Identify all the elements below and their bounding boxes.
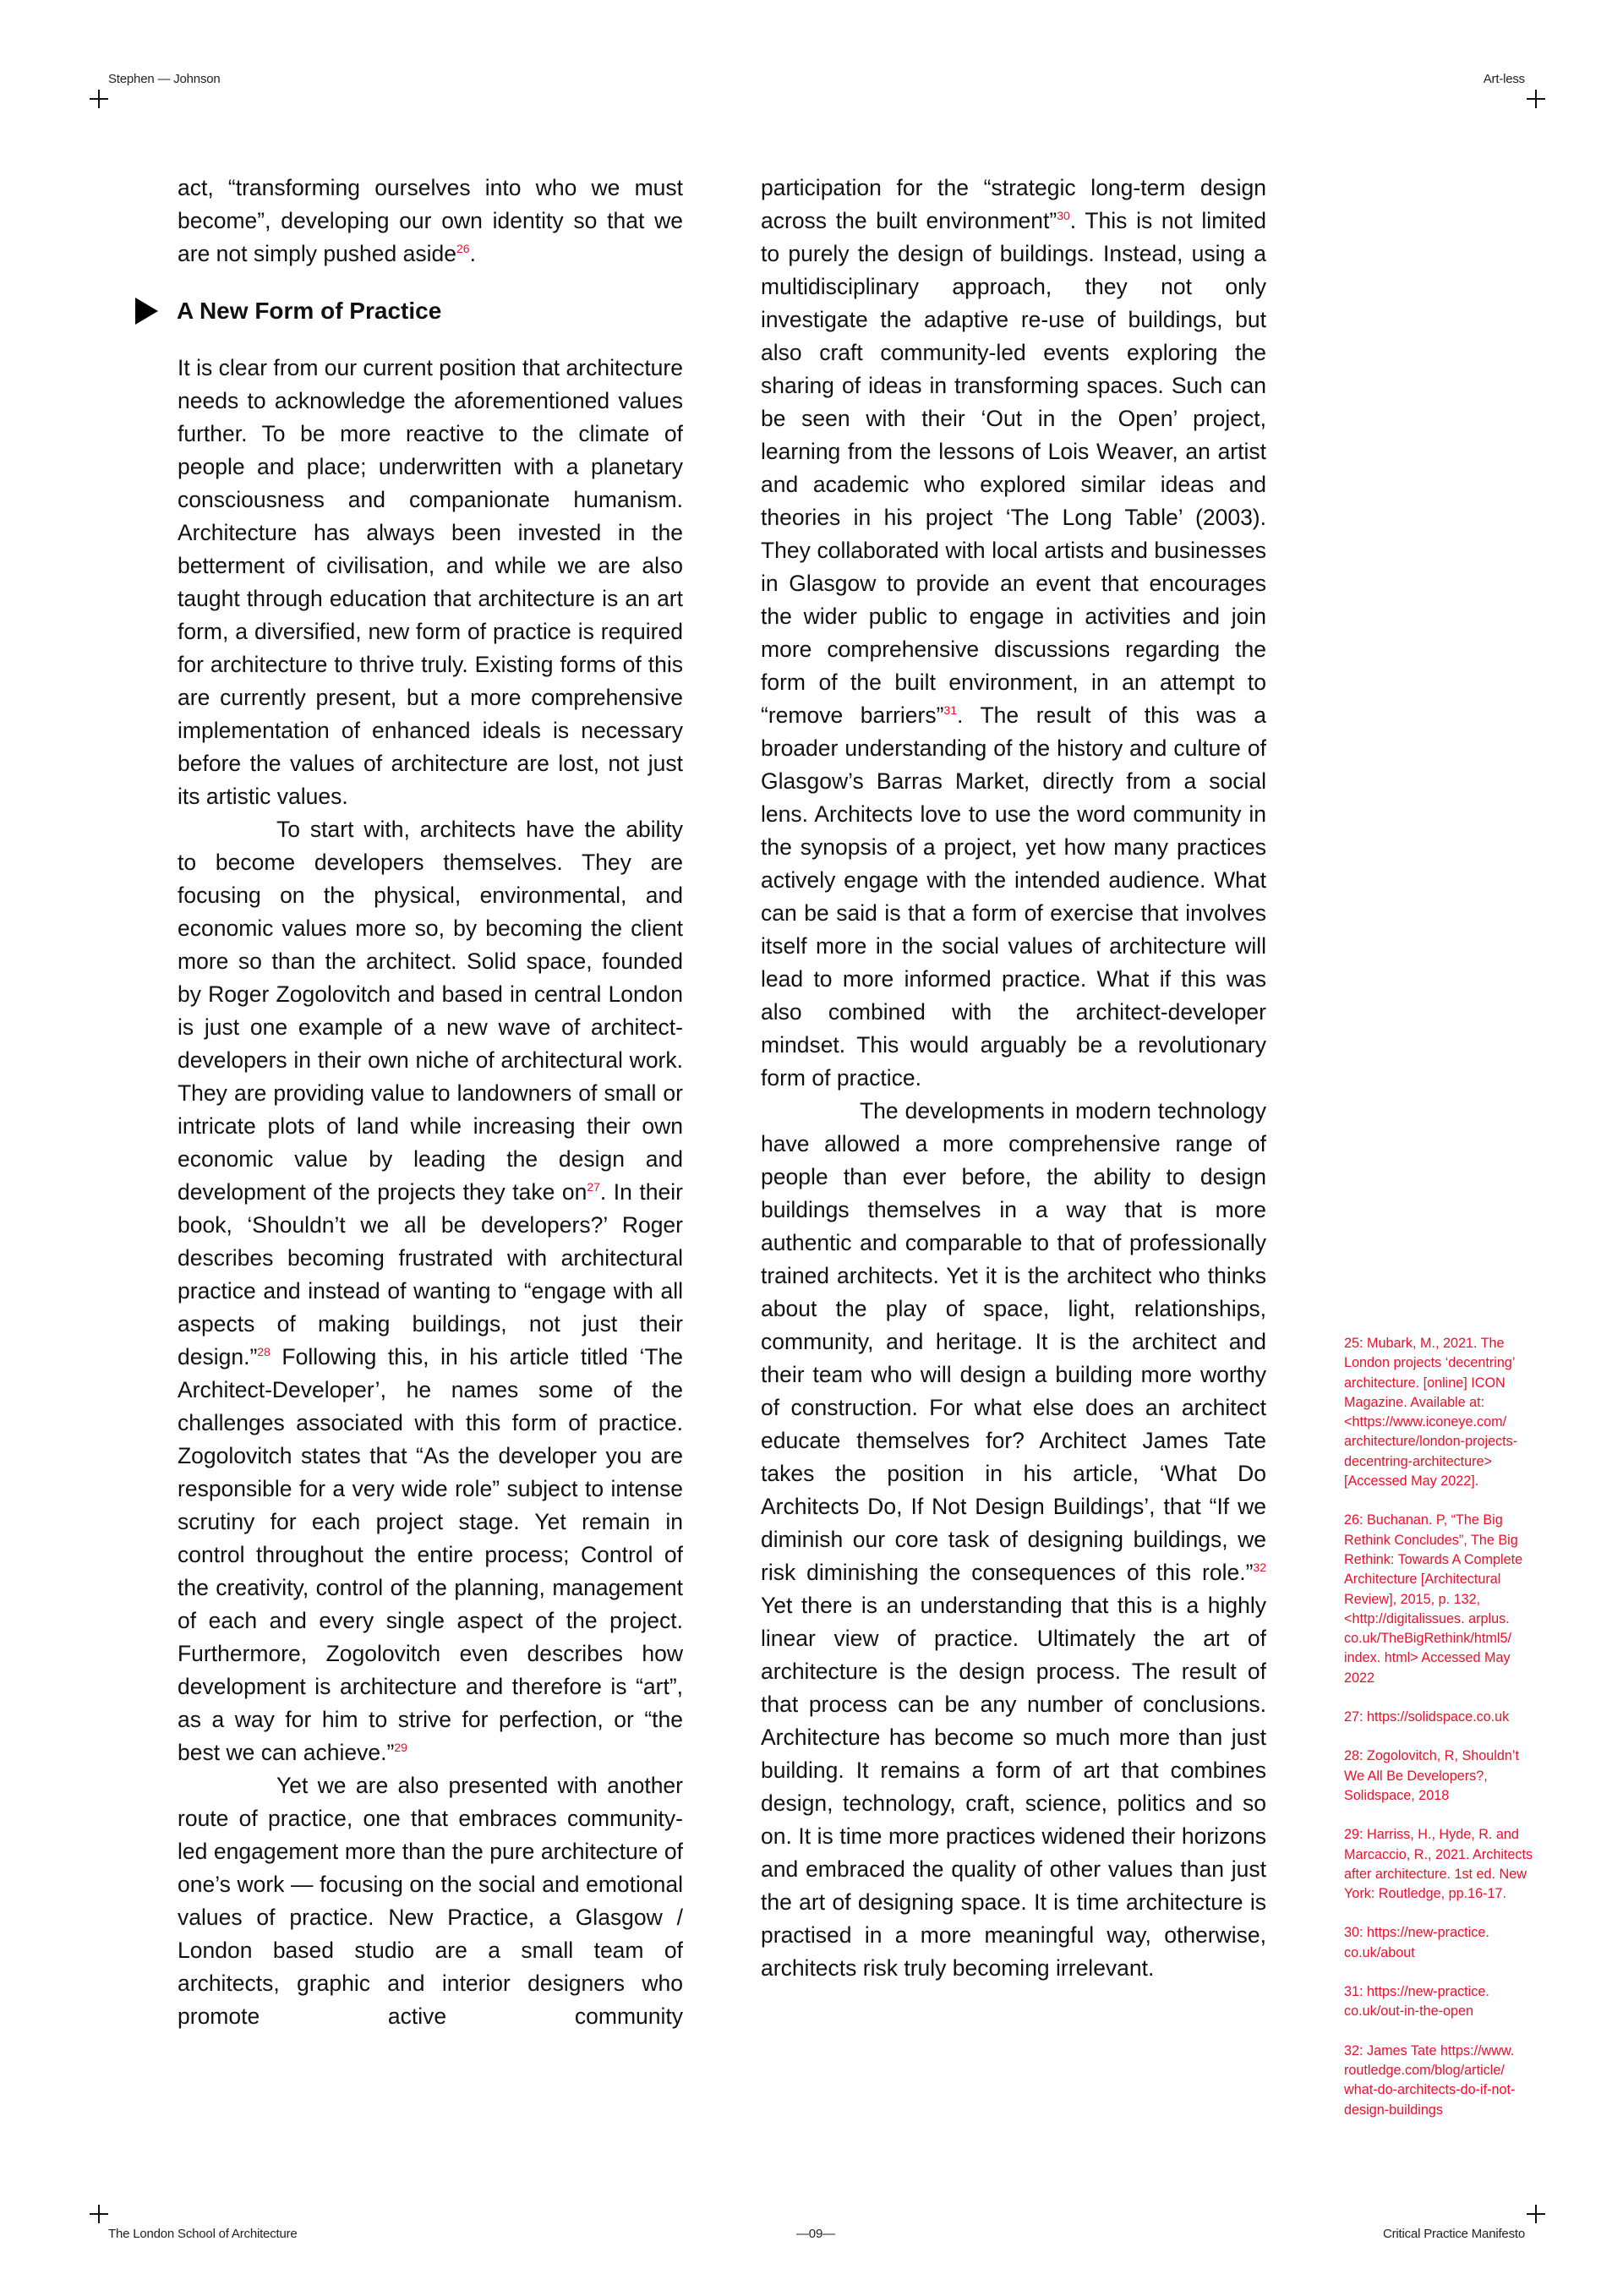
crop-mark-top-right: [1527, 90, 1545, 108]
right-column: [761, 172, 1266, 1985]
section-heading: [135, 294, 683, 328]
footnote: 25: Mubark, M., 2021. The London projects ‘decentring’ architecture. [online] ICON Magazine. Available at: <https://www.iconeye.com/ architecture/london-projects-decentring-architecture> [Accessed May 2022].: [1344, 1336, 1518, 1490]
body-paragraph: [178, 813, 683, 1769]
text-run: .: [469, 241, 476, 266]
footnote: 32: James Tate https://www. routledge.com/blog/article/ what-do-architects-do-if-not-design-buildings: [1344, 2042, 1516, 2118]
footer-school: The London School of Architecture: [108, 2227, 298, 2241]
text-run: To start with, architects have the ability to become developers themselves. They are focusing on the physical, environmental, and economic values more so, by becoming the client more so than the architect. Solid space, founded by Roger Zogolovitch and based in central London is just one example of a new wave of architect-developers in their own niche of architectural work. They are providing value to landowners of small or intricate plots of land while increasing their own economic value by leading the design and development of the projects they take on: [178, 817, 683, 1205]
text-run: Yet we are also presented with another route of practice, one that embraces community-led engagement more than the pure architecture of one’s work — focusing on the social and emotional values of practice. New Practice, a Glasgow / London based studio are a small team of architects, graphic and interior designers who promote active community: [178, 1773, 683, 2029]
text-run: Yet there is an understanding that this is a highly linear view of practice. Ultimately the art of architecture is the design process. The result of that process can be any number of conclusions. Architecture has become so much more than just building. It remains a form of art that combines design, technology, craft, science, politics and so on. It is time more practices widened their horizons and embraced the quality of other values than just the art of designing space. It is time architecture is practised in a more meaningful way, otherwise, architects risk truly becoming irrelevant.: [761, 1593, 1266, 1981]
footnote: 27: https://solidspace.co.uk: [1344, 1709, 1510, 1725]
text-run: . The result of this was a broader understanding of the history and culture of Glasgow’s Barras Market, directly from a social lens. Architects love to use the word community in the synopsis of a project, yet how many practices actively engage with the intended audience. What can be said is that a form of exercise that involves itself more in the social values of architecture will lead to more informed practice. What if this was also combined with the architect-developer mindset. This would arguably be a revolutionary form of practice.: [761, 702, 1266, 1091]
footnote: 31: https://new-practice. co.uk/out-in-the-open: [1344, 1984, 1489, 2020]
body-paragraph: [761, 1095, 1266, 1985]
footer-publication: Critical Practice Manifesto: [1383, 2227, 1525, 2241]
page-number: —09—: [796, 2227, 835, 2241]
footnote: 26: Buchanan. P, “The Big Rethink Concludes”, The Big Rethink: Towards A Complete Architecture [Architectural Review], 2015, p. 132, <http://digitalissues. arplus. co.uk/TheBigRethink/html5/ index. html> Accessed May 2022: [1344, 1512, 1523, 1686]
crop-mark-bottom-left: [90, 2205, 108, 2223]
footnote-ref: 28: [257, 1345, 270, 1359]
triangle-bullet-icon: [135, 298, 158, 325]
footnote-ref: 30: [1057, 209, 1070, 223]
footnote-ref: 27: [587, 1180, 600, 1194]
footnote: 29: Harriss, H., Hyde, R. and Marcaccio, R., 2021. Architects after architecture. 1st ed. New York: Routledge, pp.16-17.: [1344, 1827, 1533, 1902]
intro-paragraph: [178, 172, 683, 271]
body-paragraph: [178, 1769, 683, 2033]
body-paragraph: [178, 352, 683, 813]
text-run: The developments in modern technology have allowed a more comprehensive range of people than ever before, the ability to design buildings themselves in a way that is more authentic and comparable to that of professionally trained architects. Yet it is the architect who thinks about the play of space, light, relationships, community, and heritage. It is the architect and their team who will design a building more worthy of construction. For what else does an architect educate themselves for? Architect James Tate takes the position in his article, ‘What Do Architects Do, If Not Design Buildings’, that “If we diminish our core task of designing buildings, we risk diminishing the consequences of this role.”: [761, 1098, 1266, 1585]
footnote-ref: 29: [394, 1741, 407, 1755]
text-run: act, “transforming ourselves into who we must become”, developing our own identity so that we are not simply pushed aside: [178, 175, 683, 266]
left-column: [178, 172, 683, 2033]
section-heading-text: A New Form of Practice: [177, 298, 442, 324]
crop-mark-top-left: [90, 90, 108, 108]
body-paragraph: [761, 172, 1266, 1095]
footnote: 30: https://new-practice. co.uk/about: [1344, 1925, 1489, 1960]
text-run: . This is not limited to purely the design of buildings. Instead, using a multidisciplinary approach, they not only investigate the adaptive re-use of buildings, but also craft community-led events exploring the sharing of ideas in transforming spaces. Such can be seen with their ‘Out in the Open’ project, learning from the lessons of Lois Weaver, an artist and academic who explored similar ideas and theories in his project ‘The Long Table’ (2003). They collaborated with local artists and businesses in Glasgow to provide an event that encourages the wider public to engage in activities and join more comprehensive discussions regarding the form of the built environment, in an attempt to “remove barriers”: [761, 208, 1266, 728]
text-run: It is clear from our current position that architecture needs to acknowledge the aforementioned values further. To be more reactive to the climate of people and place; underwritten with a planetary consciousness and companionate humanism. Architecture has always been invested in the betterment of civilisation, and while we are also taught through education that architecture is an art form, a diversified, new form of practice is required for architecture to thrive truly. Existing forms of this are currently present, but a more comprehensive implementation of enhanced ideals is necessary before the values of architecture are lost, not just its artistic values.: [178, 355, 683, 809]
footnote-ref: 26: [456, 242, 470, 256]
footnote-ref: 32: [1253, 1561, 1266, 1575]
crop-mark-bottom-right: [1527, 2205, 1545, 2223]
text-run: Following this, in his article titled ‘The Architect-Developer’, he names some of the challenges associated with this form of practice. Zogolovitch states that “As the developer you are responsible for a very wide role” subject to intense scrutiny for each project stage. Yet remain in control throughout the entire process; Control of the creativity, control of the planning, management of each and every single aspect of the project. Furthermore, Zogolovitch even describes how development is architecture and therefore is “art”, as a way for him to strive for perfection, or “the best we can achieve.”: [178, 1344, 683, 1765]
header-author: Stephen — Johnson: [108, 72, 221, 86]
footnote: 28: Zogolovitch, R, Shouldn’t We All Be Developers?, Solidspace, 2018: [1344, 1748, 1519, 1803]
footnotes: [1344, 1334, 1540, 2140]
text-run: . In their book, ‘Shouldn’t we all be developers?’ Roger describes becoming frustrated with architectural practice and instead of wanting to “engage with all aspects of making buildings, not just their design.”: [178, 1179, 683, 1369]
text-run: participation for the “strategic long-term design across the built environment”: [761, 175, 1266, 233]
header-title: Art-less: [1483, 72, 1525, 86]
footnote-ref: 31: [943, 703, 957, 718]
